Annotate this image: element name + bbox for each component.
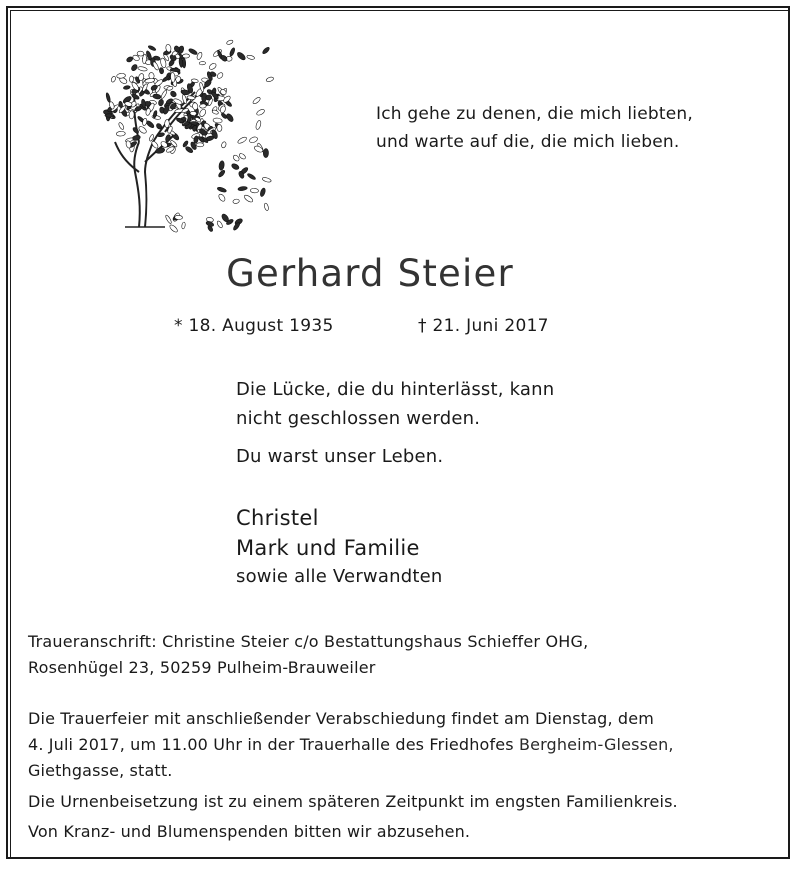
- mourners-block: [236, 503, 442, 591]
- leaf-shape: [132, 127, 140, 135]
- leaf-shape: [212, 109, 219, 115]
- leaf-shape: [199, 104, 206, 109]
- leaf-shape: [169, 224, 179, 234]
- leaf-shape: [164, 119, 169, 127]
- leaf-shape: [262, 177, 272, 183]
- flower-donation-note: Von Kranz- und Blumenspenden bitten wir abzusehen.: [28, 822, 471, 841]
- leaf-shape: [126, 56, 134, 63]
- leaf-shape: [221, 141, 227, 148]
- leaf-shape: [182, 54, 189, 58]
- leaf-shape: [218, 169, 226, 178]
- leaf-shape: [138, 125, 148, 134]
- leaf-shape: [159, 67, 164, 74]
- ceremony-line: Die Trauerfeier mit anschließender Verabschiedung findet am Dienstag, dem: [28, 709, 654, 728]
- leaf-shape: [255, 120, 262, 130]
- leaf-shape: [252, 96, 261, 105]
- memorial-quote: [236, 375, 554, 433]
- leaf-shape: [218, 160, 224, 170]
- mourner-name: Mark und Familie: [236, 536, 420, 560]
- birth-date: * 18. August 1935: [174, 316, 334, 336]
- leaf-shape: [220, 112, 227, 119]
- urn-burial-info: Die Urnenbeisetzung ist zu einem späteren Zeitpunkt im engsten Familienkreis.: [28, 792, 678, 811]
- leaf-shape: [256, 108, 266, 116]
- leaf-shape: [165, 214, 173, 224]
- leaf-shape: [148, 45, 157, 52]
- leaf-shape: [196, 143, 204, 147]
- leaf-shape: [105, 114, 114, 118]
- leaf-shape: [152, 93, 161, 99]
- leaf-shape: [165, 134, 172, 142]
- leaf-shape: [188, 48, 198, 56]
- ceremony-place: Bergheim-Glessen,: [518, 735, 674, 754]
- leaf-shape: [217, 124, 223, 131]
- leaf-shape: [213, 117, 223, 123]
- leaf-shape: [247, 173, 257, 181]
- leaf-shape: [142, 54, 146, 64]
- leaf-shape: [123, 85, 130, 90]
- leaf-shape: [137, 66, 147, 72]
- leaf-shape: [116, 131, 125, 136]
- leaf-shape: [111, 76, 117, 83]
- leaf-shape: [175, 215, 183, 220]
- quote-line: Die Lücke, die du hinterlässt, kann: [236, 379, 555, 400]
- leaf-shape: [217, 186, 227, 193]
- mourner-relatives: sowie alle Verwandten: [236, 566, 443, 587]
- leaf-shape: [105, 92, 111, 102]
- leaf-shape: [237, 136, 248, 145]
- leaf-shape: [216, 72, 224, 80]
- death-date: † 21. Juni 2017: [418, 316, 549, 336]
- leaf-shape: [262, 46, 271, 55]
- leaf-shape: [182, 94, 188, 104]
- leaf-shape: [129, 76, 133, 83]
- leaf-shape: [266, 76, 275, 82]
- windblown-tree-illustration: [95, 22, 275, 237]
- leaf-shape: [158, 99, 165, 107]
- leaf-shape: [233, 199, 240, 204]
- leaf-shape: [199, 108, 207, 117]
- leaf-shape: [216, 220, 223, 228]
- leaf-shape: [218, 193, 227, 202]
- leaf-shape: [226, 39, 233, 45]
- leaf-shape: [192, 102, 198, 110]
- leaf-shape: [118, 122, 125, 130]
- leaf-shape: [145, 78, 156, 84]
- leaf-shape: [249, 136, 259, 144]
- leaf-shape: [250, 188, 258, 193]
- funeral-ceremony-info: [28, 706, 674, 784]
- leaf-shape: [129, 110, 135, 119]
- leaf-shape: [238, 186, 248, 191]
- leaf-shape: [208, 62, 217, 71]
- mourner-name: Christel: [236, 506, 319, 530]
- leaf-shape: [169, 90, 177, 98]
- leaf-shape: [243, 194, 254, 203]
- leaf-shape: [130, 63, 138, 71]
- leaf-shape: [263, 149, 268, 158]
- leaf-shape: [246, 55, 254, 60]
- leaf-shape: [229, 47, 236, 57]
- motto-line: und warte auf die, die mich lieben.: [376, 132, 680, 152]
- motto: [376, 100, 693, 156]
- leaf-shape: [236, 51, 246, 61]
- address-line: Traueranschrift: Christine Steier c/o Bestattungshaus Schieffer OHG,: [28, 632, 589, 651]
- quote-closing-line: Du warst unser Leben.: [236, 446, 444, 467]
- leaf-shape: [160, 89, 168, 99]
- leaf-shape: [199, 61, 206, 65]
- quote-line: nicht geschlossen werden.: [236, 408, 481, 429]
- ceremony-line: [28, 732, 674, 758]
- ceremony-date-time: 4. Juli 2017, um 11.00 Uhr in der Trauerhalle des Friedhofes: [28, 735, 514, 754]
- leaf-shape: [162, 104, 170, 114]
- leaf-shape: [259, 187, 266, 197]
- leaf-shape: [181, 222, 185, 229]
- ceremony-line: Giethgasse, statt.: [28, 761, 173, 780]
- leaf-shape: [253, 145, 263, 154]
- address-line: Rosenhügel 23, 50259 Pulheim-Brauweiler: [28, 658, 376, 677]
- mourning-address: [28, 629, 588, 681]
- leaf-shape: [231, 163, 240, 171]
- motto-line: Ich gehe zu denen, die mich liebten,: [376, 104, 693, 124]
- leaf-shape: [264, 203, 270, 211]
- leaf-shape: [116, 73, 125, 79]
- deceased-name: Gerhard Steier: [226, 252, 514, 295]
